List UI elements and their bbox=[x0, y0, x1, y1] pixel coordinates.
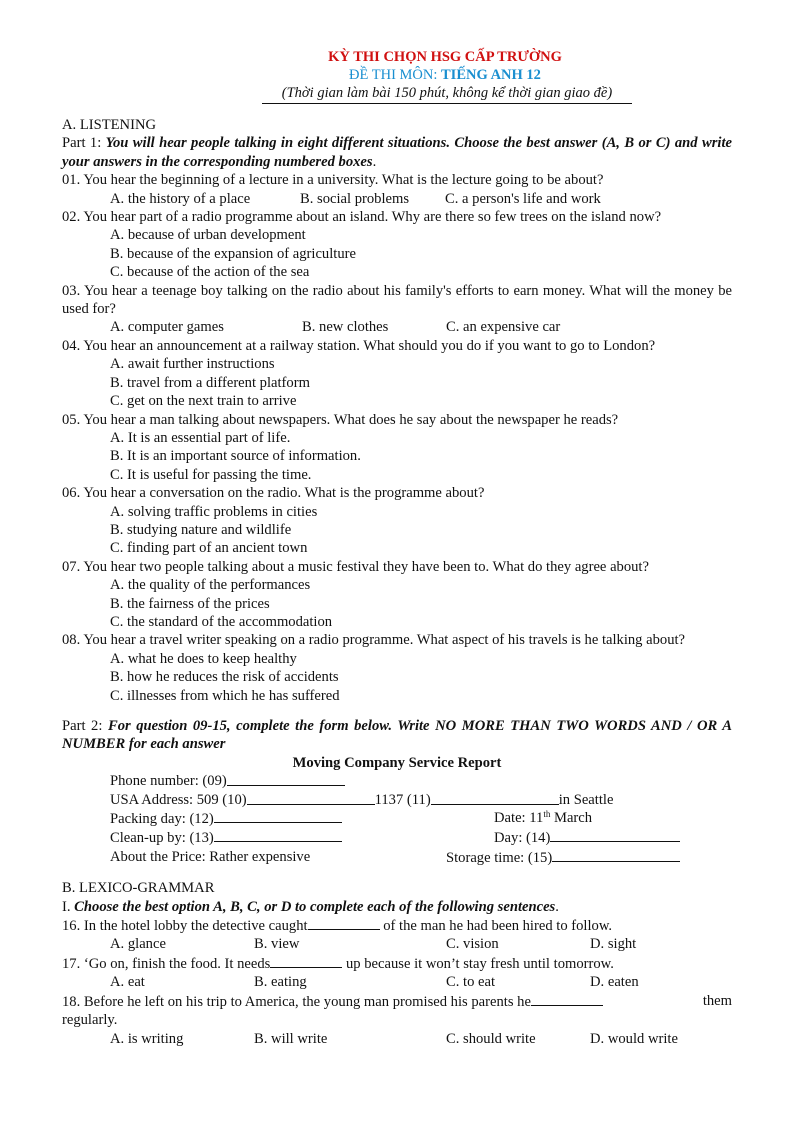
option-b: B. will write bbox=[254, 1030, 328, 1047]
address-label: USA Address: 509 (10) bbox=[110, 791, 247, 808]
option-a: A. the quality of the performances bbox=[110, 577, 311, 594]
option-b: B. because of the expansion of agriculture bbox=[110, 245, 356, 262]
exam-title: KỲ THI CHỌN HSG CẤP TRƯỜNG bbox=[328, 49, 562, 65]
option-c: C. should write bbox=[446, 1030, 536, 1047]
date-value: Date: 11th March bbox=[494, 809, 593, 827]
answer-blank-12[interactable] bbox=[214, 809, 342, 823]
question-06: 06. You hear a conversation on the radio. What is the programme about? bbox=[62, 485, 485, 502]
form-row-packing bbox=[62, 809, 732, 828]
question-01: 01. You hear the beginning of a lecture in a university. What is the lecture going to be about? bbox=[62, 172, 604, 189]
phone-label: Phone number: (09) bbox=[110, 773, 227, 790]
option-b: B. travel from a different platform bbox=[110, 374, 310, 391]
question-18-options bbox=[62, 1030, 732, 1048]
question-01-options bbox=[62, 190, 732, 208]
packing-label: Packing day: (12) bbox=[110, 811, 214, 828]
form-row-address bbox=[62, 791, 732, 809]
answer-blank-17[interactable] bbox=[270, 954, 342, 968]
answer-blank-15[interactable] bbox=[552, 848, 680, 862]
option-c: C. an expensive car bbox=[446, 319, 561, 336]
question-18: 18. Before he left on his trip to America, the young man promised his parents he them bbox=[62, 992, 732, 1010]
exam-subject bbox=[158, 66, 732, 84]
option-a: A. eat bbox=[110, 974, 145, 991]
address-city: in Seattle bbox=[558, 791, 614, 808]
option-b: B. It is an important source of information. bbox=[110, 448, 361, 465]
answer-blank-09[interactable] bbox=[227, 772, 345, 786]
lexico-end: . bbox=[555, 898, 559, 915]
option-a: A. computer games bbox=[110, 319, 224, 336]
option-a: A. await further instructions bbox=[110, 356, 275, 373]
part2-instruction-text: For question 09-15, complete the form below. Write NO MORE THAN TWO WORDS AND / OR A NUMBER for each answer bbox=[62, 718, 732, 753]
storage-label: Storage time: (15) bbox=[446, 849, 553, 866]
section-lexico-title: B. LEXICO-GRAMMAR bbox=[62, 880, 215, 897]
part1-label: Part 1: bbox=[62, 135, 106, 152]
part2-label: Part 2: bbox=[62, 718, 108, 734]
part1-end: . bbox=[372, 153, 377, 170]
option-b: B. how he reduces the risk of accidents bbox=[110, 669, 339, 686]
option-c: C. vision bbox=[446, 936, 499, 953]
question-03: 03. You hear a teenage boy talking on the radio about his family's efforts to earn money. What will the money be used for? bbox=[62, 282, 732, 318]
option-c: C. It is useful for passing the time. bbox=[110, 466, 312, 483]
option-a: A. what he does to keep healthy bbox=[110, 650, 297, 667]
option-a: A. because of urban development bbox=[110, 227, 306, 244]
day-label: Day: (14) bbox=[494, 830, 551, 847]
option-d: D. eaten bbox=[590, 974, 639, 991]
question-17-options bbox=[62, 973, 732, 991]
exam-time-note: (Thời gian làm bài 150 phút, không kể thời gian giao đề) bbox=[262, 84, 632, 104]
option-b: B. the fairness of the prices bbox=[110, 595, 270, 612]
option-c: C. illnesses from which he has suffered bbox=[110, 687, 340, 704]
answer-blank-14[interactable] bbox=[550, 828, 680, 842]
question-03-options bbox=[62, 318, 732, 336]
option-a: A. the history of a place bbox=[110, 190, 251, 207]
price-note: About the Price: Rather expensive bbox=[110, 848, 311, 865]
option-c: C. to eat bbox=[446, 974, 496, 991]
answer-blank-11[interactable] bbox=[431, 791, 559, 805]
exam-page bbox=[62, 48, 732, 1048]
option-c: C. get on the next train to arrive bbox=[110, 393, 297, 410]
option-a: A. glance bbox=[110, 936, 166, 953]
question-08: 08. You hear a travel writer speaking on a radio programme. What aspect of his travels is he talking about? bbox=[62, 632, 686, 649]
section-listening-title: A. LISTENING bbox=[62, 117, 157, 133]
option-a: A. solving traffic problems in cities bbox=[110, 503, 318, 520]
answer-blank-16[interactable] bbox=[308, 916, 380, 930]
question-18-continued: regularly. bbox=[62, 1012, 118, 1029]
form-row-price bbox=[62, 848, 732, 867]
form-row-cleanup bbox=[62, 828, 732, 847]
part1-instruction bbox=[62, 134, 732, 171]
option-b: B. new clothes bbox=[302, 319, 389, 336]
option-c: C. finding part of an ancient town bbox=[110, 540, 308, 557]
part2-instruction bbox=[62, 717, 732, 754]
option-b: B. studying nature and wildlife bbox=[110, 521, 292, 538]
option-d: D. would write bbox=[590, 1030, 678, 1047]
question-17: 17. ‘Go on, finish the food. It needs up because it won’t stay fresh until tomorrow. bbox=[62, 955, 614, 972]
lexico-instruction-text: Choose the best option A, B, C, or D to complete each of the following sentences bbox=[74, 898, 556, 915]
lexico-label: I. bbox=[62, 898, 75, 915]
question-02: 02. You hear part of a radio programme about an island. Why are there so few trees on the island now? bbox=[62, 209, 662, 226]
question-04: 04. You hear an announcement at a railway station. What should you do if you want to go to London? bbox=[62, 337, 656, 354]
option-a: A. is writing bbox=[110, 1030, 184, 1047]
question-16: 16. In the hotel lobby the detective caught of the man he had been hired to follow. bbox=[62, 918, 613, 935]
lexico-instruction bbox=[62, 898, 732, 916]
option-c: C. the standard of the accommodation bbox=[110, 613, 333, 630]
question-16-options bbox=[62, 935, 732, 953]
answer-blank-10[interactable] bbox=[247, 791, 375, 805]
question-05: 05. You hear a man talking about newspapers. What does he say about the newspaper he reads? bbox=[62, 411, 619, 428]
subject-prefix: ĐỀ THI MÔN: bbox=[349, 67, 442, 83]
part1-instruction-text: You will hear people talking in eight different situations. Choose the best answer (A, B or C) and write your answers in the corresponding numbered boxes bbox=[62, 135, 732, 170]
cleanup-label: Clean-up by: (13) bbox=[110, 830, 214, 847]
form-title: Moving Company Service Report bbox=[292, 754, 502, 771]
option-a: A. It is an essential part of life. bbox=[110, 429, 291, 446]
option-b: B. view bbox=[254, 936, 300, 953]
option-c: C. a person's life and work bbox=[445, 190, 601, 207]
option-b: B. eating bbox=[254, 974, 307, 991]
address-number: 1137 (11) bbox=[374, 791, 431, 808]
option-b: B. social problems bbox=[300, 190, 410, 207]
option-c: C. because of the action of the sea bbox=[110, 264, 310, 281]
option-d: D. sight bbox=[590, 936, 637, 953]
answer-blank-13[interactable] bbox=[214, 828, 342, 842]
question-07: 07. You hear two people talking about a music festival they have been to. What do they agree about? bbox=[62, 558, 649, 575]
answer-blank-18[interactable] bbox=[531, 992, 603, 1006]
exam-header bbox=[62, 48, 732, 104]
subject-name: TIẾNG ANH 12 bbox=[441, 67, 541, 83]
form-row-phone bbox=[62, 772, 732, 790]
